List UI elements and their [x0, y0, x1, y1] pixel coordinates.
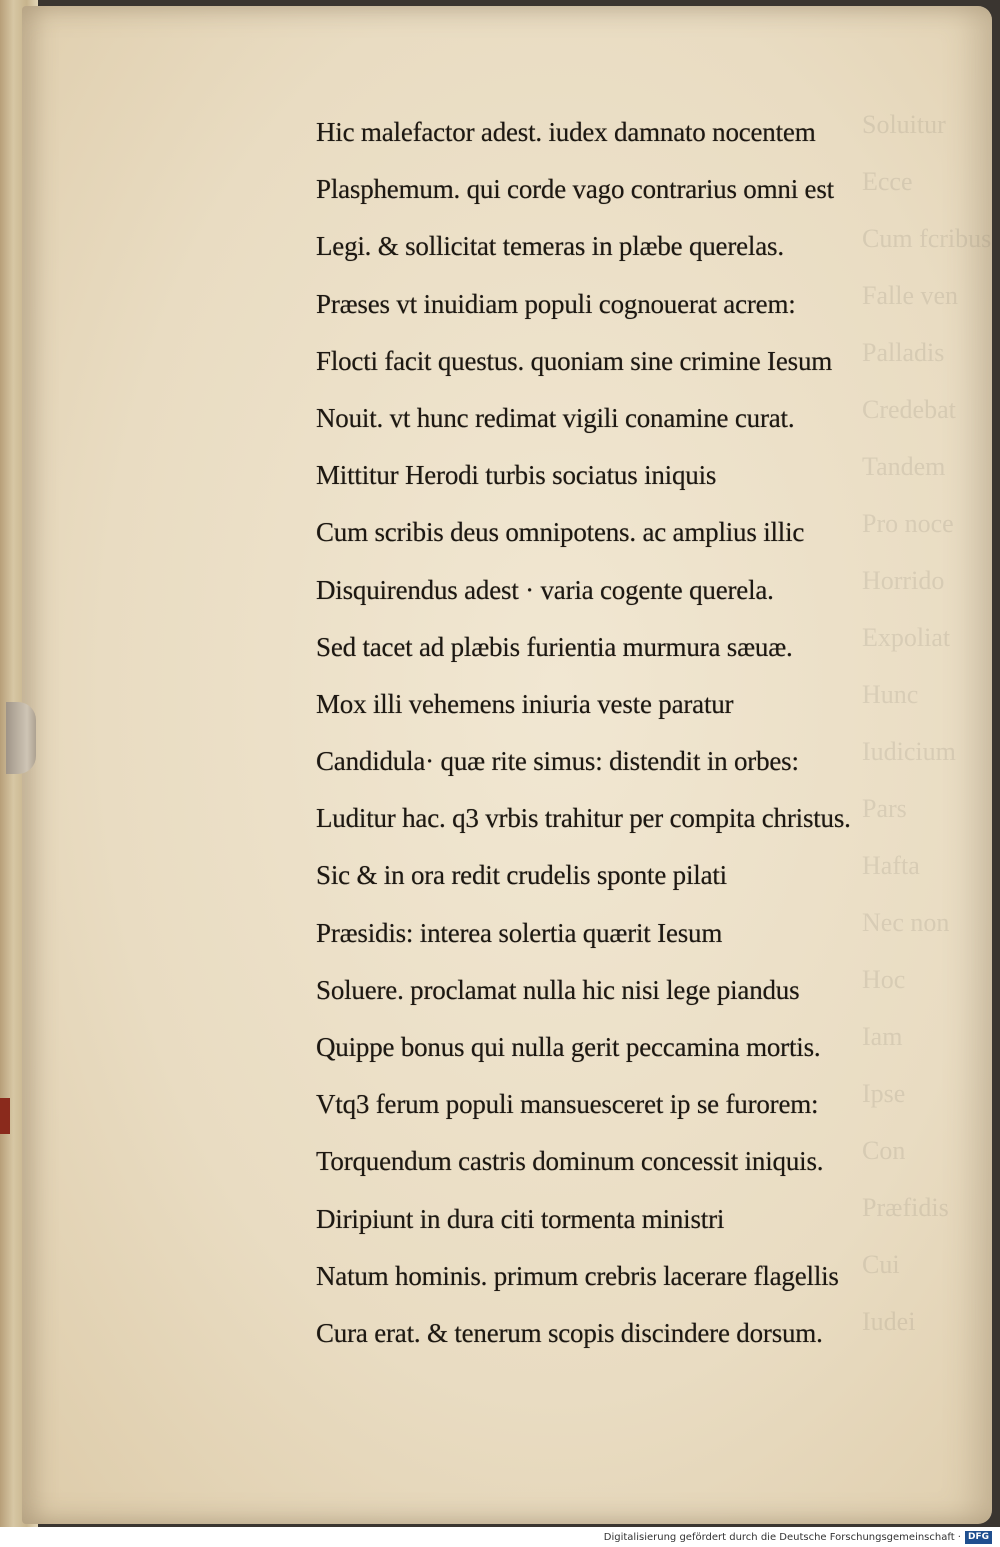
verse-line: Disquirendus adest · varia cogente querela.: [316, 574, 774, 605]
verse-line: Flocti facit questus. quoniam sine crimine Iesum: [316, 345, 833, 376]
verse-line: Mittitur Herodi turbis sociatus iniquis: [316, 460, 717, 491]
verse-line: Præses vt inuidiam populi cognouerat acrem:: [316, 288, 796, 319]
verse-line: Hic malefactor adest. iudex damnato nocentem: [316, 117, 816, 147]
verse-line: Præsidis: interea solertia quærit Iesum: [316, 917, 723, 948]
red-edge-mark: [0, 1098, 10, 1134]
verse-line: Legi. & sollicitat temeras in plæbe querelas.: [316, 231, 784, 262]
verse-line: Candidula· quæ rite simus: distendit in orbes:: [316, 746, 799, 777]
verse-line: Soluere. proclamat nulla hic nisi lege piandus: [316, 974, 800, 1005]
verse-line: Cura erat. & tenerum scopis discindere dorsum.: [316, 1317, 823, 1348]
footer-credit-bar: [0, 1527, 1000, 1547]
verse-line: Nouit. vt hunc redimat vigili conamine curat.: [316, 402, 795, 433]
show-through-text: Soluitur Ecce Cum fcribus Falle ven Palladis Credebat Tandem Pro noce Horrido Expoliat Hunc Iudicium Pars Hafta Nec non Hoc Iam Ipse Con Præfidis Cui Iudei: [862, 110, 992, 1336]
verse-text-block: [316, 104, 906, 1362]
verse-line: Natum hominis. primum crebris lacerare flagellis: [316, 1260, 839, 1291]
verse-line: Torquendum castris dominum concessit iniquis.: [316, 1146, 824, 1177]
verse-line: Plasphemum. qui corde vago contrarius omni est: [316, 174, 834, 205]
verse-line: Quippe bonus qui nulla gerit peccamina mortis.: [316, 1032, 821, 1062]
page-clip: [6, 702, 36, 774]
verse-line: Mox illi vehemens iniuria veste paratur: [316, 688, 734, 719]
dfg-logo: DFG: [965, 1531, 992, 1544]
verse-line: Sed tacet ad plæbis furientia murmura sæuæ.: [316, 631, 793, 662]
verse-line: Luditur hac. q3 vrbis trahitur per compita christus.: [316, 803, 851, 834]
verse-line: Vtq3 ferum populi mansuesceret ip se furorem:: [316, 1089, 819, 1120]
verse-line: Diripiunt in dura citi tormenta ministri: [316, 1203, 725, 1234]
footer-credit-text: Digitalisierung gefördert durch die Deutsche Forschungsgemeinschaft ·: [603, 1531, 961, 1543]
verse-line: Sic & in ora redit crudelis sponte pilati: [316, 860, 727, 891]
verse-line: Cum scribis deus omnipotens. ac amplius illic: [316, 517, 805, 548]
